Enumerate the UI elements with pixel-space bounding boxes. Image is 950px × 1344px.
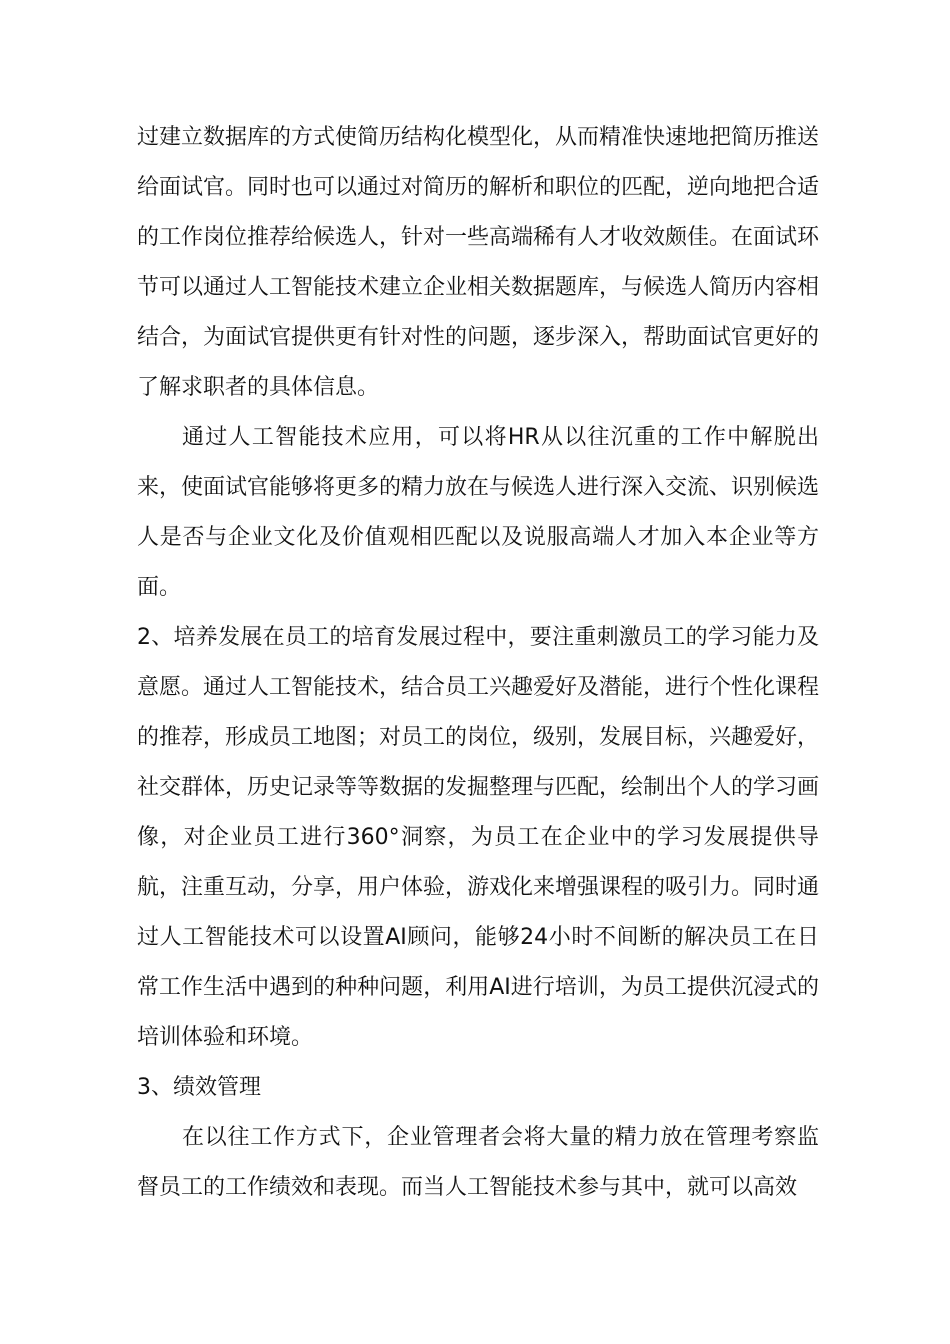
section-heading-performance: 3、绩效管理 [137, 1075, 261, 1100]
document-body [137, 113, 819, 1213]
paragraph-training-development: 2、培养发展在员工的培育发展过程中，要注重刺激员工的学习能力及意愿。通过人工智能技术，结合员工兴趣爱好及潜能，进行个性化课程的推荐，形成员工地图；对员工的岗位，级别，发展目标，兴趣爱好，社交群体，历史记录等等数据的发掘整理与匹配，绘制出个人的学习画像，对企业员工进行360°洞察，为员工在企业中的学习发展提供导航，注重互动，分享，用户体验，游戏化来增强课程的吸引力。同时通过人工智能技术可以设置AI顾问，能够24小时不间断的解决员工在日常工作生活中遇到的种种问题，利用AI进行培训，为员工提供沉浸式的培训体验和环境。 [137, 625, 820, 1050]
paragraph-performance-management: 在以往工作方式下，企业管理者会将大量的精力放在管理考察监督员工的工作绩效和表现。而当人工智能技术参与其中，就可以高效 [137, 1125, 819, 1200]
paragraph-hr-liberation: 通过人工智能技术应用，可以将HR从以往沉重的工作中解脱出来，使面试官能够将更多的精力放在与候选人进行深入交流、识别候选人是否与企业文化及价值观相匹配以及说服高端人才加入本企业等方面。 [137, 425, 820, 600]
paragraph-resume-screening: 过建立数据库的方式使简历结构化模型化，从而精准快速地把简历推送给面试官。同时也可以通过对简历的解析和职位的匹配，逆向地把合适的工作岗位推荐给候选人，针对一些高端稀有人才收效颇佳。在面试环节可以通过人工智能技术建立企业相关数据题库，与候选人简历内容相结合，为面试官提供更有针对性的问题，逐步深入，帮助面试官更好的了解求职者的具体信息。 [137, 125, 820, 400]
